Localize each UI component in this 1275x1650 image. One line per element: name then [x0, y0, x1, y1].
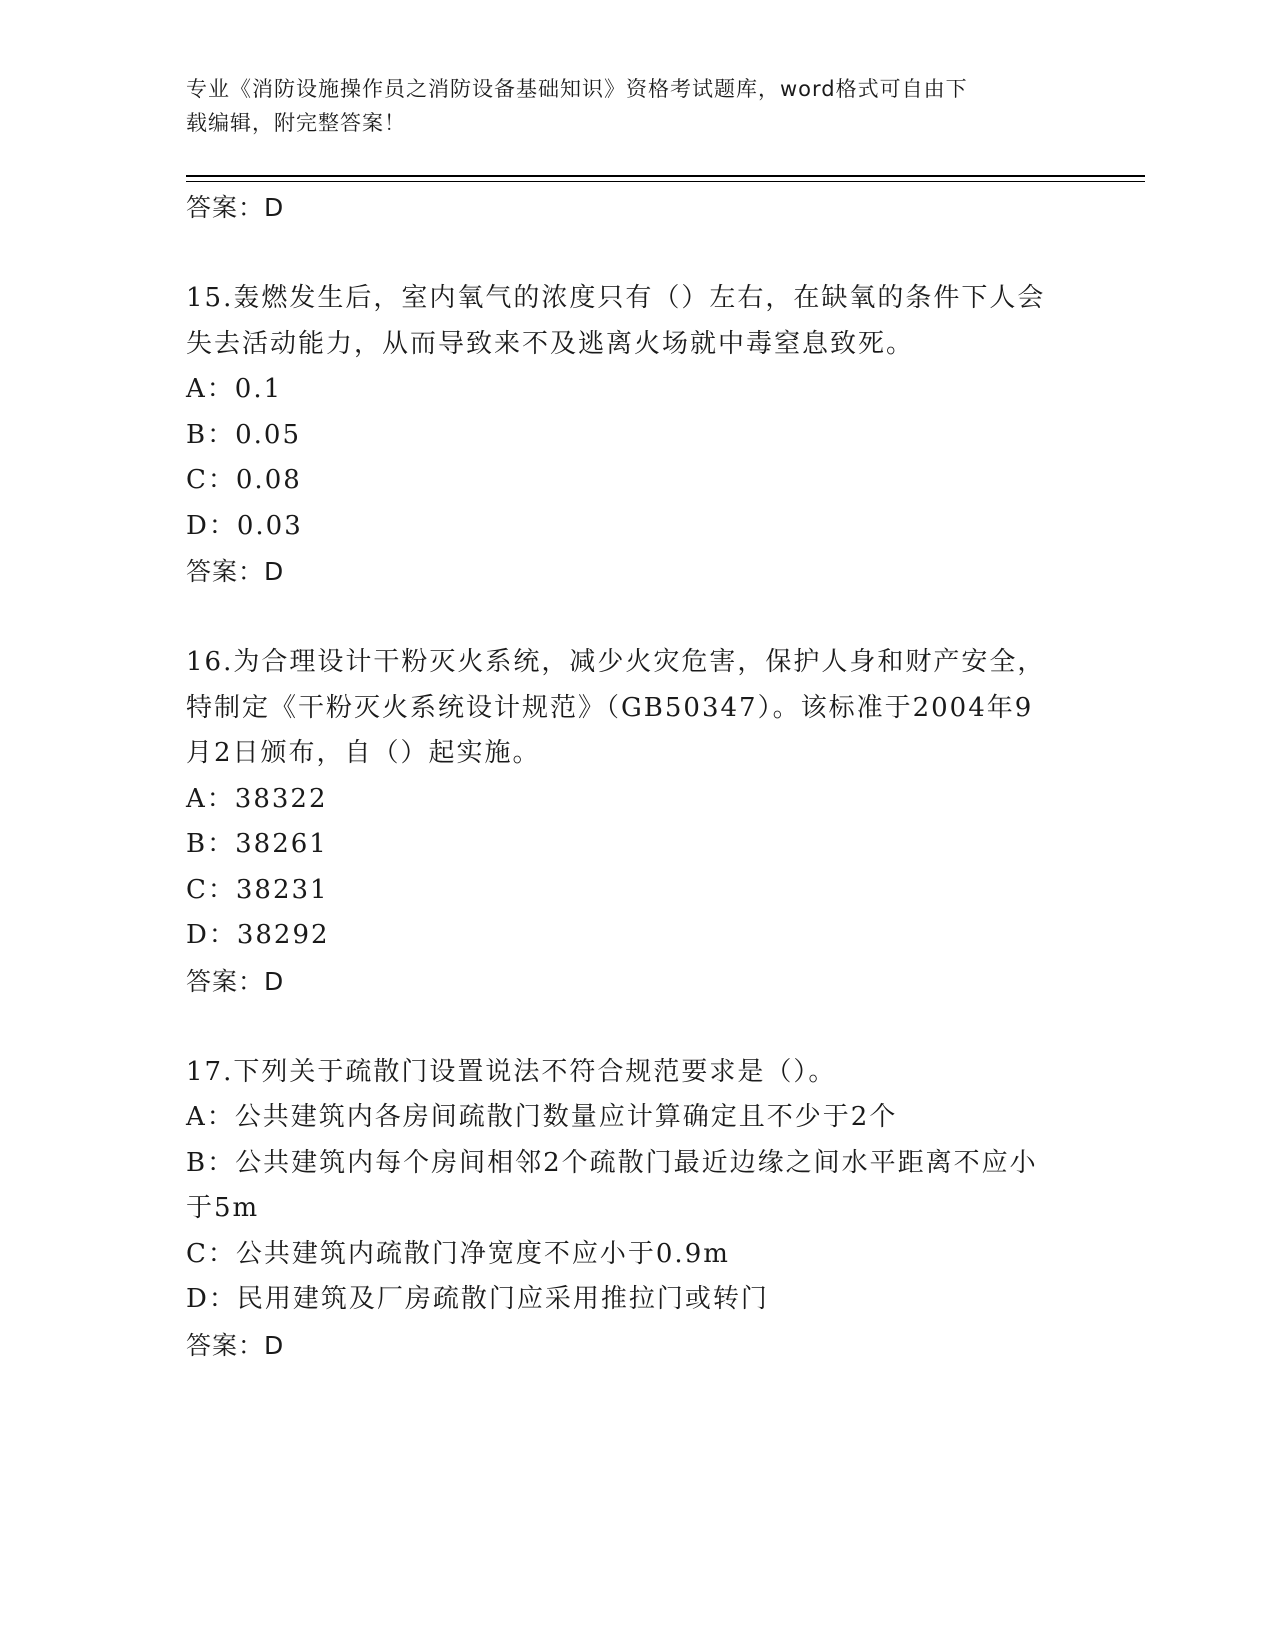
header-line-2: 载编辑，附完整答案！: [186, 111, 406, 135]
answer: 答案：D: [186, 966, 285, 996]
option-a: A：公共建筑内各房间疏散门数量应计算确定且不少于2个: [186, 1102, 898, 1132]
option-c: C：0.08: [186, 465, 302, 495]
option-d: D：0.03: [186, 510, 303, 541]
answer: 答案：D: [186, 1330, 285, 1360]
option-a: A：38322: [186, 783, 328, 814]
question-16: [186, 640, 1086, 1004]
document-header: [186, 72, 1086, 140]
option-b: B：公共建筑内每个房间相邻2个疏散门最近边缘之间水平距离不应小: [186, 1147, 1038, 1178]
option-c: C：38231: [186, 874, 329, 905]
question-stem-line: 特制定《干粉灭火系统设计规范》（GB50347）。该标准于2004年9: [186, 692, 1034, 723]
previous-answer: 答案：D: [186, 193, 285, 222]
question-stem-line: 月2日颁布，自（）起实施。: [186, 738, 541, 768]
question-15: [186, 276, 1086, 595]
header-rule-thin: [186, 181, 1145, 182]
header-rule-thick: [186, 175, 1145, 177]
option-b: B：38261: [186, 829, 328, 859]
question-stem-line: 17.下列关于疏散门设置说法不符合规范要求是（）。: [186, 1056, 837, 1087]
option-b: B：0.05: [186, 419, 301, 450]
question-17: [186, 1050, 1086, 1369]
option-d: D：38292: [186, 920, 330, 950]
answer: 答案：D: [186, 557, 285, 586]
header-line-1: 专业《消防设施操作员之消防设备基础知识》资格考试题库，word格式可自由下: [186, 77, 968, 101]
question-stem-line: 15.轰燃发生后，室内氧气的浓度只有（）左右，在缺氧的条件下人会: [186, 283, 1046, 313]
option-a: A：0.1: [186, 374, 283, 404]
option-b-continued: 于5m: [186, 1193, 260, 1223]
option-d: D：民用建筑及厂房疏散门应采用推拉门或转门: [186, 1284, 769, 1314]
question-stem-line: 失去活动能力，从而导致来不及逃离火场就中毒窒息致死。: [186, 328, 915, 359]
document-body: [186, 185, 1086, 1368]
option-c: C：公共建筑内疏散门净宽度不应小于0.9m: [186, 1238, 730, 1269]
question-stem-line: 16.为合理设计干粉灭火系统，减少火灾危害，保护人身和财产安全，: [186, 647, 1046, 677]
